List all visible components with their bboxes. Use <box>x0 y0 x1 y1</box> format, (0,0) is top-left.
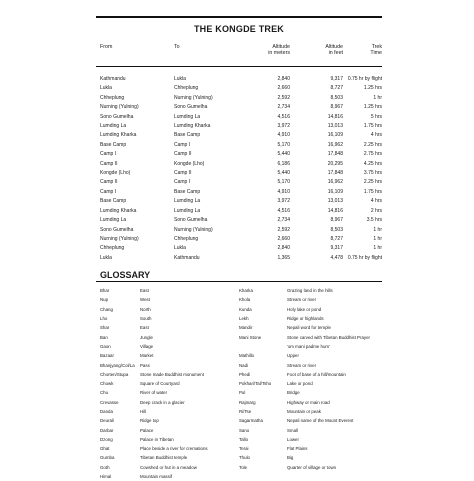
table-row <box>96 197 382 206</box>
glossary-entry <box>96 398 239 407</box>
cell-altitude-feet: 16,962 <box>327 141 343 148</box>
glossary-entry <box>96 361 239 370</box>
cell-to: Lumding La <box>174 113 201 120</box>
cell-from: Base Camp <box>100 198 127 205</box>
trek-table-body <box>96 75 382 263</box>
cell-altitude-feet: 8,967 <box>330 217 343 224</box>
cell-trek-time: 2 hrs <box>370 207 382 214</box>
cell-from: Lumding Kharka <box>100 207 137 214</box>
cell-to: Base Camp <box>174 132 201 139</box>
cell-from: Lumding La <box>100 123 127 130</box>
cell-altitude-feet: 14,816 <box>327 113 343 120</box>
cell-altitude-meters: 4,910 <box>277 132 290 139</box>
cell-altitude-meters: 3,972 <box>277 123 290 130</box>
cell-to: Nurning (Yulning) <box>174 94 213 101</box>
table-row <box>96 75 382 84</box>
glossary-entry <box>239 426 382 435</box>
glossary-term: Nup <box>100 297 109 303</box>
glossary-meaning: Palace in Tibetan <box>140 436 174 442</box>
glossary-entry <box>96 453 239 462</box>
cell-altitude-meters: 2,660 <box>277 235 290 242</box>
glossary-term: Khola <box>239 297 251 303</box>
glossary-meaning: Pass <box>140 362 150 368</box>
glossary-term: Mathillo <box>239 353 255 359</box>
glossary-meaning: Ridge or highlands <box>287 316 324 322</box>
cell-altitude-meters: 1,365 <box>277 254 290 261</box>
glossary-entry <box>239 333 382 342</box>
glossary-entry <box>239 435 382 444</box>
glossary-term: Nadi <box>239 362 249 368</box>
cell-to: Sono Gumelha <box>174 217 208 224</box>
header-altitude-feet: Altitude in feet <box>325 44 343 56</box>
cell-altitude-meters: 2,660 <box>277 85 290 92</box>
table-row <box>96 122 382 131</box>
cell-from: Nurning (Yulning) <box>100 235 139 242</box>
glossary-entry <box>239 398 382 407</box>
cell-to: Chheplung <box>174 85 199 92</box>
glossary-meaning: Holy lake or pond <box>287 306 322 312</box>
glossary-term: Darbar <box>100 427 114 433</box>
glossary-term: Terai <box>239 446 249 452</box>
table-row <box>96 244 382 253</box>
glossary-entry <box>239 388 382 397</box>
glossary-meaning: Highway or main road <box>287 399 330 405</box>
glossary-term: Deurali <box>100 418 114 424</box>
glossary-meaning: Stone made Buddhist monument <box>140 371 204 377</box>
glossary-meaning: North <box>140 306 151 312</box>
glossary-term: Mandir <box>239 325 253 331</box>
table-row <box>96 103 382 112</box>
table-row <box>96 141 382 150</box>
glossary-title: GLOSSARY <box>96 270 382 282</box>
trek-table-header <box>96 41 382 67</box>
cell-altitude-feet: 8,503 <box>330 226 343 233</box>
glossary-entry <box>239 463 382 472</box>
glossary-entry <box>239 286 382 295</box>
cell-to: Lukla <box>174 245 186 252</box>
glossary <box>96 286 382 480</box>
glossary-entry <box>239 342 382 351</box>
glossary-meaning: Quarter of village or town <box>287 464 337 470</box>
glossary-left-column <box>96 286 239 481</box>
glossary-entry <box>239 416 382 425</box>
glossary-term: Pokhari/Tal/Tsho <box>239 381 272 387</box>
header-trek-time: Trek Time <box>370 44 382 56</box>
cell-altitude-feet: 16,109 <box>327 132 343 139</box>
cell-from: Camp II <box>100 179 118 186</box>
glossary-entry <box>96 323 239 332</box>
glossary-term: Gumba <box>100 455 115 461</box>
header-from: From <box>100 44 113 50</box>
cell-altitude-feet: 8,727 <box>330 235 343 242</box>
glossary-meaning: Flat Plains <box>287 446 308 452</box>
glossary-term: Mani Stone <box>239 334 262 340</box>
glossary-term: Rajmarg <box>239 399 256 405</box>
glossary-meaning: Bridge <box>287 390 300 396</box>
glossary-term: Bazaar <box>100 353 114 359</box>
cell-to: Base Camp <box>174 188 201 195</box>
glossary-entry <box>96 407 239 416</box>
cell-altitude-meters: 3,972 <box>277 198 290 205</box>
glossary-entry <box>96 426 239 435</box>
cell-altitude-feet: 16,109 <box>327 188 343 195</box>
glossary-term: Ban <box>100 334 108 340</box>
glossary-entry <box>96 370 239 379</box>
glossary-meaning: Palace <box>140 427 154 433</box>
glossary-meaning: Mountain massif <box>140 474 172 480</box>
cell-altitude-feet: 17,848 <box>327 151 343 158</box>
table-row <box>96 207 382 216</box>
glossary-right-column <box>239 286 382 472</box>
table-row <box>96 188 382 197</box>
cell-trek-time: 1.75 hrs <box>363 188 382 195</box>
cell-trek-time: 4.25 hrs <box>363 160 382 167</box>
trek-title: THE KONGDE TREK <box>96 16 382 35</box>
cell-from: Nurning (Yulning) <box>100 104 139 111</box>
cell-to: Camp II <box>174 151 192 158</box>
cell-trek-time: 2.25 hrs <box>363 179 382 186</box>
glossary-entry <box>96 444 239 453</box>
glossary-entry <box>239 370 382 379</box>
glossary-meaning: Foot of base of a hill/mountain <box>287 371 346 377</box>
glossary-entry <box>239 351 382 360</box>
cell-to: Camp I <box>174 179 191 186</box>
cell-altitude-feet: 8,727 <box>330 85 343 92</box>
cell-trek-time: 3.5 hrs <box>366 217 382 224</box>
cell-to: Sono Gumelha <box>174 104 208 111</box>
glossary-meaning: Market <box>140 353 154 359</box>
cell-to: Lumding La <box>174 198 201 205</box>
cell-altitude-meters: 6,186 <box>277 160 290 167</box>
cell-to: Lumding Kharka <box>174 123 211 130</box>
table-row <box>96 178 382 187</box>
cell-to: Chheplung <box>174 235 199 242</box>
glossary-term: Tole <box>239 464 248 470</box>
table-row <box>96 113 382 122</box>
cell-to: Nurning (Yulning) <box>174 226 213 233</box>
cell-from: Chheplung <box>100 94 125 101</box>
cell-from: Kongde (Lho) <box>100 170 131 177</box>
cell-altitude-feet: 13,013 <box>327 123 343 130</box>
cell-to: Lukla <box>174 76 186 82</box>
glossary-entry <box>96 351 239 360</box>
glossary-term: Chowk <box>100 381 114 387</box>
cell-from: Camp I <box>100 151 117 158</box>
glossary-entry <box>239 407 382 416</box>
glossary-term: Sagarmatha <box>239 418 263 424</box>
glossary-term: Ri/Tse <box>239 408 252 414</box>
glossary-meaning: Upper <box>287 353 299 359</box>
glossary-entry <box>96 305 239 314</box>
glossary-entry <box>96 388 239 397</box>
glossary-meaning: Cowshed or hut in a meadow <box>140 464 197 470</box>
glossary-meaning: Place beside a river for cremations <box>140 446 208 452</box>
cell-trek-time: 1.25 hrs <box>363 85 382 92</box>
glossary-entry <box>96 333 239 342</box>
cell-trek-time: 1.75 hrs <box>363 123 382 130</box>
cell-altitude-feet: 4,478 <box>330 254 343 261</box>
glossary-meaning: Small <box>287 427 298 433</box>
glossary-term: Goth <box>100 464 110 470</box>
cell-altitude-feet: 16,962 <box>327 179 343 186</box>
cell-altitude-feet: 8,967 <box>330 104 343 111</box>
glossary-term: Chorten/Stupa <box>100 371 129 377</box>
cell-to: Lumding La <box>174 207 201 214</box>
glossary-meaning: Square of Courtyard <box>140 381 180 387</box>
cell-from: Kathmandu <box>100 76 126 82</box>
table-row <box>96 94 382 103</box>
cell-trek-time: 1 hr <box>373 245 382 252</box>
glossary-term: Bhanjyang/Col/La <box>100 362 135 368</box>
glossary-meaning: Nepali name of the Mount Everest <box>287 418 354 424</box>
cell-from: Sono Gumelha <box>100 113 134 120</box>
cell-altitude-meters: 2,734 <box>277 217 290 224</box>
glossary-term: Gaon <box>100 343 111 349</box>
cell-to: Camp I <box>174 141 191 148</box>
glossary-entry <box>96 314 239 323</box>
cell-altitude-feet: 9,317 <box>330 76 343 82</box>
glossary-term: Kharka <box>239 288 253 294</box>
glossary-meaning: Stone carved with Tibetan Buddhist Prayer <box>287 334 370 340</box>
cell-altitude-meters: 2,592 <box>277 226 290 233</box>
cell-from: Chheplung <box>100 245 125 252</box>
glossary-entry <box>239 305 382 314</box>
glossary-term: Himal <box>100 474 112 480</box>
glossary-term: Chang <box>100 306 113 312</box>
cell-from: Base Camp <box>100 141 127 148</box>
table-row <box>96 216 382 225</box>
glossary-meaning: Nepali word for temple <box>287 325 331 331</box>
glossary-term: Ghat <box>100 446 110 452</box>
glossary-entry <box>239 453 382 462</box>
table-row <box>96 169 382 178</box>
glossary-meaning: South <box>140 316 152 322</box>
glossary-term: Sano <box>239 427 250 433</box>
glossary-meaning: Village <box>140 343 154 349</box>
cell-trek-time: 1 hr <box>373 226 382 233</box>
cell-from: Sono Gumelha <box>100 226 134 233</box>
cell-altitude-meters: 5,440 <box>277 170 290 177</box>
glossary-meaning: Grazing land in the hills <box>287 288 333 294</box>
glossary-term: Chu <box>100 390 109 396</box>
table-row <box>96 150 382 159</box>
glossary-entry <box>96 472 239 481</box>
glossary-term: Shar <box>100 325 110 331</box>
glossary-term: Phedi <box>239 371 251 377</box>
cell-from: Lumding La <box>100 217 127 224</box>
table-row <box>96 131 382 140</box>
cell-trek-time: 1.25 hrs <box>363 104 382 111</box>
glossary-meaning: East <box>140 325 149 331</box>
glossary-meaning: Stream or river <box>287 362 317 368</box>
table-row <box>96 235 382 244</box>
cell-altitude-meters: 4,516 <box>277 113 290 120</box>
glossary-term: Bhar <box>100 288 110 294</box>
cell-altitude-meters: 4,910 <box>277 188 290 195</box>
glossary-entry <box>239 323 382 332</box>
glossary-meaning: Stream or river <box>287 297 317 303</box>
glossary-entry <box>96 379 239 388</box>
glossary-term: Crevasse <box>100 399 119 405</box>
glossary-entry <box>96 416 239 425</box>
glossary-entry <box>96 342 239 351</box>
table-row <box>96 226 382 235</box>
glossary-entry <box>239 444 382 453</box>
glossary-entry <box>96 463 239 472</box>
glossary-entry <box>239 379 382 388</box>
glossary-entry <box>239 295 382 304</box>
glossary-term: Danda <box>100 408 113 414</box>
cell-altitude-meters: 2,840 <box>277 76 290 82</box>
cell-altitude-meters: 5,170 <box>277 179 290 186</box>
cell-altitude-feet: 14,816 <box>327 207 343 214</box>
cell-altitude-feet: 9,317 <box>330 245 343 252</box>
glossary-meaning: Lower <box>287 436 299 442</box>
cell-from: Camp II <box>100 160 118 167</box>
cell-to: Camp II <box>174 170 192 177</box>
cell-trek-time: 1 hr <box>373 94 382 101</box>
cell-trek-time: 5 hrs <box>370 113 382 120</box>
glossary-term: Lho <box>100 316 108 322</box>
cell-trek-time: 4 hrs <box>370 198 382 205</box>
glossary-meaning: Hill <box>140 408 147 414</box>
glossary-meaning: East <box>140 288 149 294</box>
cell-trek-time: 2.25 hrs <box>363 141 382 148</box>
glossary-term: Kunda <box>239 306 252 312</box>
table-row <box>96 160 382 169</box>
glossary-term: Thulo <box>239 455 250 461</box>
glossary-term: Pul <box>239 390 246 396</box>
cell-altitude-meters: 2,592 <box>277 94 290 101</box>
cell-altitude-meters: 2,734 <box>277 104 290 111</box>
cell-trek-time: 2.75 hrs <box>363 151 382 158</box>
cell-trek-time: 0.75 hr by flight <box>347 254 382 261</box>
glossary-meaning: Mountain or peak <box>287 408 321 414</box>
glossary-term: Lekh <box>239 316 249 322</box>
glossary-term: Tallo <box>239 436 249 442</box>
cell-altitude-meters: 2,840 <box>277 245 290 252</box>
glossary-entry <box>239 361 382 370</box>
header-altitude-meters: Altitude in meters <box>268 44 290 56</box>
cell-from: Lukla <box>100 254 112 261</box>
glossary-meaning: Ridge top <box>140 418 159 424</box>
cell-altitude-meters: 4,516 <box>277 207 290 214</box>
glossary-meaning: Tibetan Buddhist temple <box>140 455 188 461</box>
header-to: To <box>174 44 180 50</box>
glossary-entry <box>239 314 382 323</box>
glossary-meaning: River of water <box>140 390 168 396</box>
cell-altitude-feet: 17,848 <box>327 170 343 177</box>
glossary-entry <box>96 295 239 304</box>
cell-altitude-feet: 8,503 <box>330 94 343 101</box>
glossary-meaning: West <box>140 297 150 303</box>
cell-trek-time: 4 hrs <box>370 132 382 139</box>
table-row <box>96 254 382 263</box>
cell-from: Lumding Kharka <box>100 132 137 139</box>
glossary-meaning: Deep crack in a glacier <box>140 399 185 405</box>
glossary-meaning: Lake or pond <box>287 381 313 387</box>
cell-trek-time: 1 hr <box>373 235 382 242</box>
cell-altitude-meters: 5,170 <box>277 141 290 148</box>
cell-trek-time: 0.75 hr by flight <box>347 76 382 82</box>
cell-from: Lukla <box>100 85 112 92</box>
cell-trek-time: 3.75 hrs <box>363 170 382 177</box>
glossary-entry <box>96 286 239 295</box>
glossary-entry <box>96 435 239 444</box>
glossary-term: Dzong <box>100 436 113 442</box>
cell-altitude-feet: 20,295 <box>327 160 343 167</box>
table-row <box>96 84 382 93</box>
document-page <box>96 16 382 480</box>
glossary-meaning: Big <box>287 455 294 461</box>
cell-to: Kathmandu <box>174 254 200 261</box>
cell-from: Camp I <box>100 188 117 195</box>
glossary-meaning: 'om mani padme hum' <box>287 343 330 349</box>
cell-altitude-feet: 13,013 <box>327 198 343 205</box>
cell-to: Kongde (Lho) <box>174 160 205 167</box>
cell-altitude-meters: 5,440 <box>277 151 290 158</box>
glossary-meaning: Jungle <box>140 334 153 340</box>
